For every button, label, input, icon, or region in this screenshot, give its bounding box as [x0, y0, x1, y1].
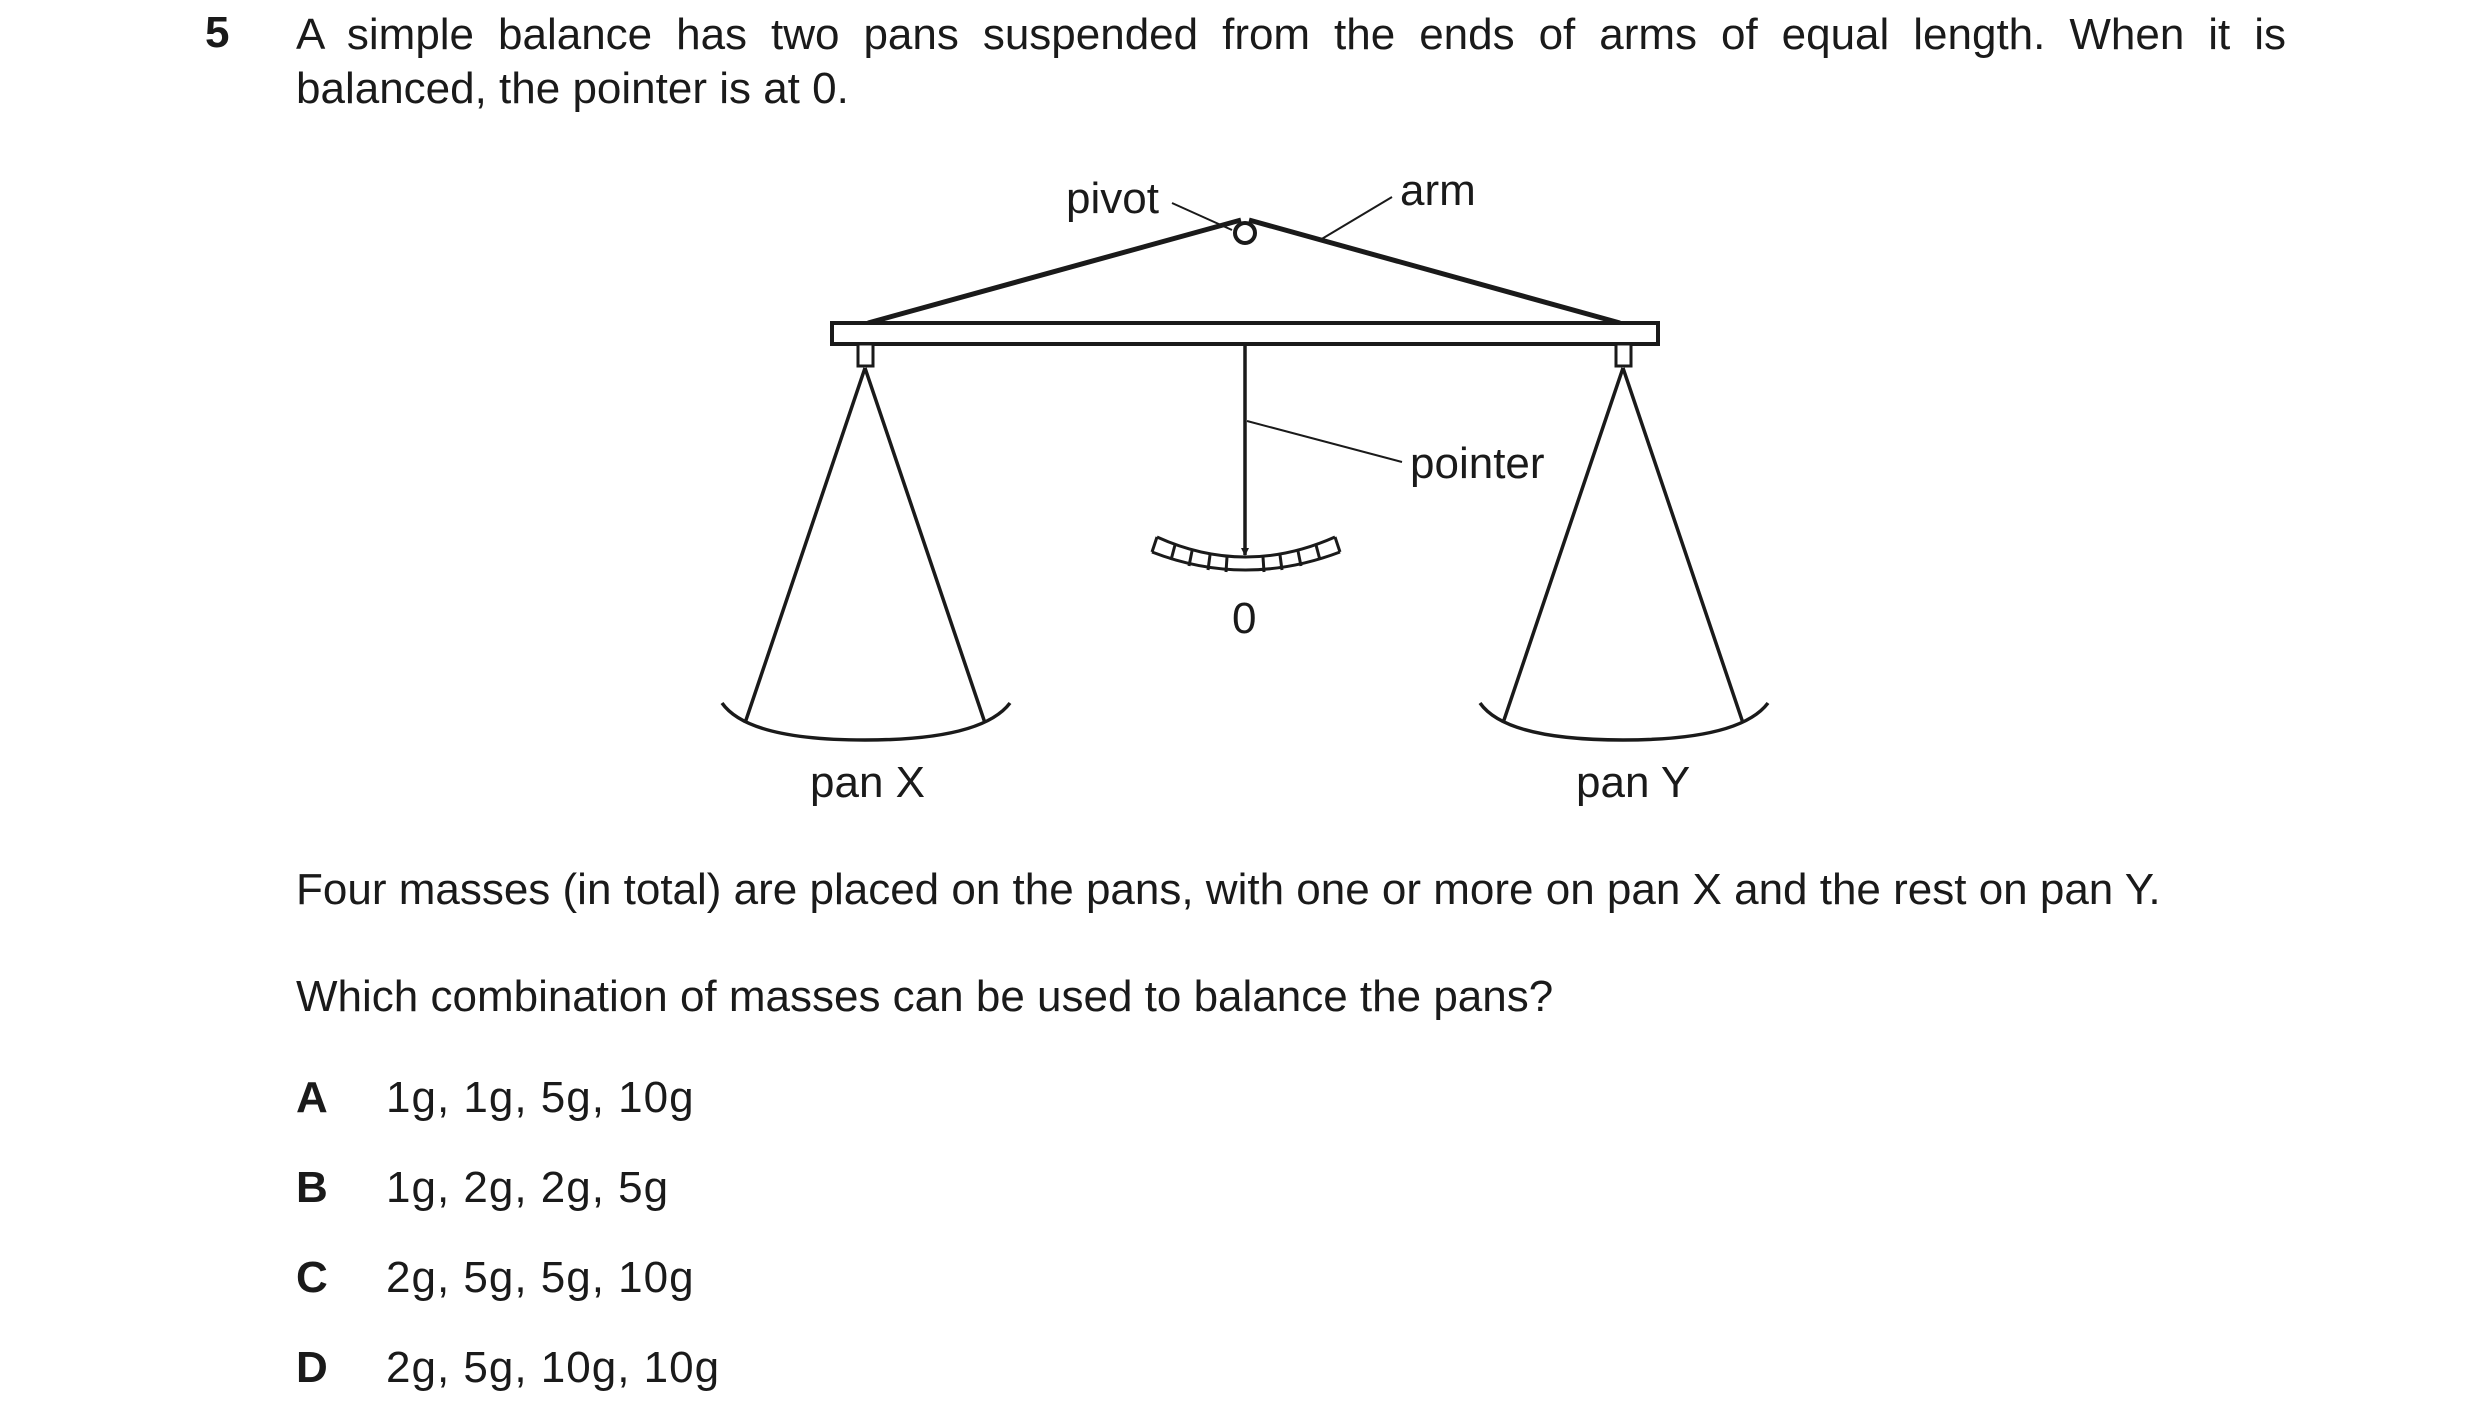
option-b[interactable] [296, 1158, 669, 1218]
label-arm: arm [1400, 166, 1476, 215]
label-pointer: pointer [1410, 439, 1545, 488]
question-number: 5 [205, 8, 230, 57]
option-letter: D [296, 1343, 328, 1392]
pan-y [1480, 368, 1768, 740]
pan-x [722, 368, 1010, 740]
option-a[interactable] [296, 1068, 695, 1128]
question-paragraph-2: Which combination of masses can be used to balance the pans? [296, 972, 1554, 1021]
label-zero: 0 [1232, 594, 1257, 643]
question-intro: A simple balance has two pans suspended from the ends of arms of equal length. When it is balanced, the pointer is at 0. [296, 10, 2286, 113]
left-hook [858, 344, 873, 366]
option-letter: C [296, 1253, 328, 1302]
option-c[interactable] [296, 1248, 695, 1308]
label-pan-y: pan Y [1576, 758, 1691, 807]
right-hook [1616, 344, 1631, 366]
label-pan-x: pan X [810, 758, 925, 807]
option-text: 1g, 2g, 2g, 5g [386, 1163, 670, 1212]
option-d[interactable] [296, 1338, 720, 1398]
option-text: 2g, 5g, 10g, 10g [386, 1343, 721, 1392]
balance-beam [832, 323, 1658, 344]
pivot-circle [1235, 223, 1255, 243]
label-pivot: pivot [1066, 174, 1159, 223]
option-letter: B [296, 1163, 328, 1212]
option-text: 2g, 5g, 5g, 10g [386, 1253, 695, 1302]
question-paragraph-1: Four masses (in total) are placed on the pans, with one or more on pan X and the rest on pan Y. [296, 865, 2161, 914]
option-letter: A [296, 1073, 328, 1122]
option-text: 1g, 1g, 5g, 10g [386, 1073, 695, 1122]
